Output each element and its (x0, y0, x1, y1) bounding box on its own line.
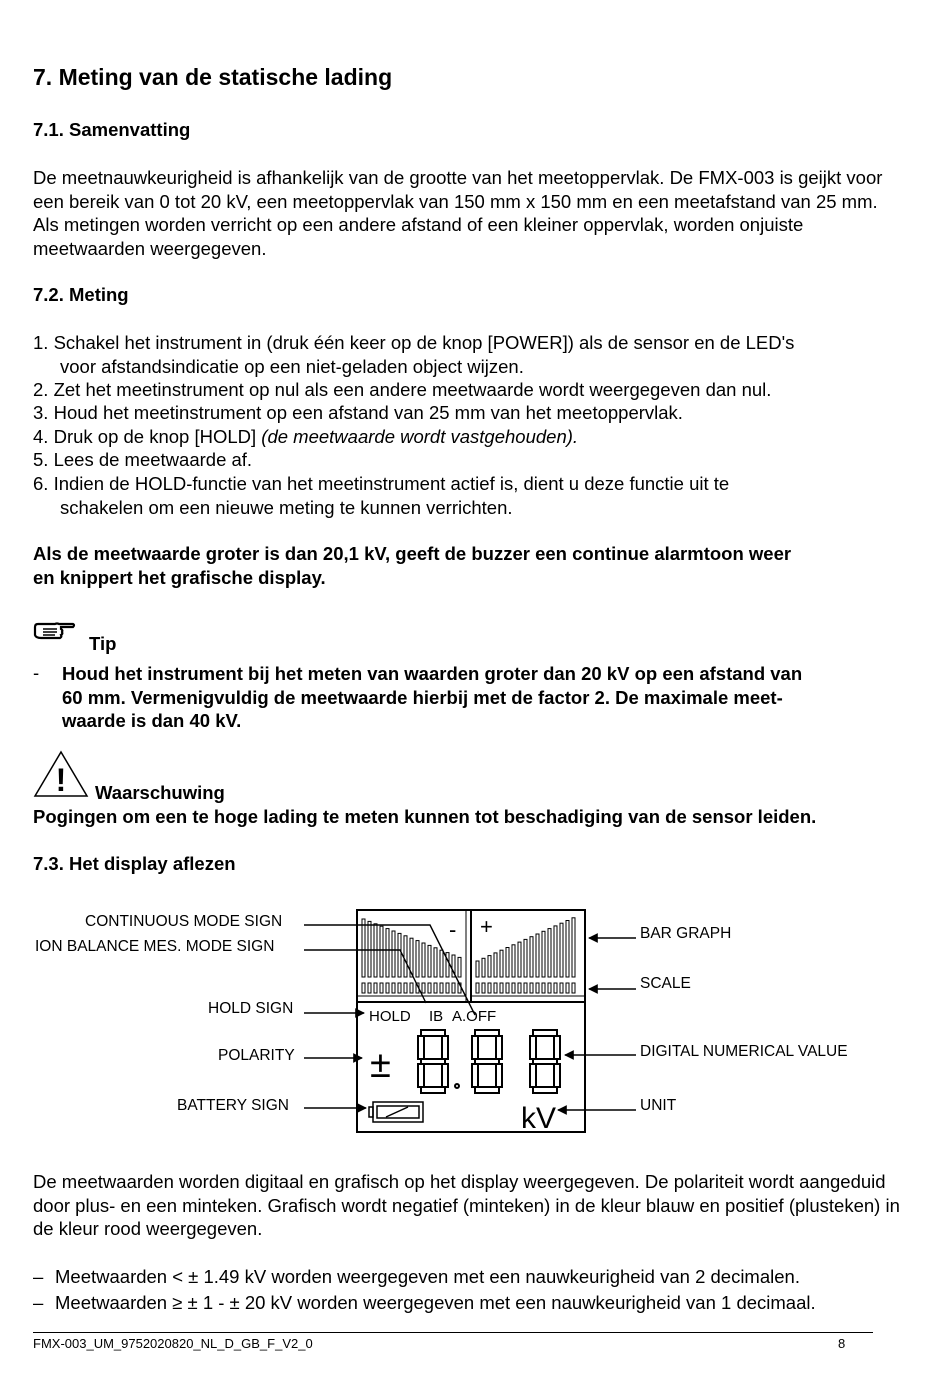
lcd-segment (566, 983, 569, 993)
footer-page-number: 8 (838, 1336, 846, 1351)
lcd-segment (524, 939, 527, 977)
lcd-segment (530, 983, 533, 993)
warning-triangle-icon (33, 750, 89, 798)
tip-text (62, 662, 802, 733)
lcd-segment (482, 958, 485, 977)
lcd-segment (434, 983, 437, 993)
summary-paragraph: De meetnauwkeurigheid is afhankelijk van de grootte van het meetoppervlak. De FMX-003 is geijkt voor een bereik van 0 tot 20 kV, een meetoppervlak van 150 mm x 150 mm en een meetafstand van 25 mm. Als metingen worden verricht op een andere afstand of een kleiner oppervlak, worden onjuiste meetwaarden weergegeven. (33, 167, 883, 259)
lcd-segment (488, 956, 491, 977)
step-text-continued: schakelen om een nieuwe meting te kunnen verrichten. (60, 496, 513, 518)
lcd-segment (542, 983, 545, 993)
tip-line: Houd het instrument bij het meten van waarden groter dan 20 kV op een afstand van (62, 663, 803, 684)
display-paragraph: De meetwaarden worden digitaal en grafisch op het display weergegeven. De polariteit wordt aangeduid door plus- en een minteken. Grafisch wordt negatief (minteken) in de kleur blauw en positief (plusteken) in de kleur rood weergegeven. (33, 1171, 900, 1239)
lcd-plus-sign: + (480, 914, 493, 939)
lcd-segment (572, 918, 575, 977)
lcd-digits (418, 1030, 560, 1093)
scale-negative (362, 983, 461, 993)
tip-dash: - (33, 662, 40, 683)
lcd-segment (422, 943, 425, 977)
lcd-segment (482, 983, 485, 993)
lcd-segment (476, 961, 479, 977)
list-item (33, 401, 913, 425)
lcd-aoff-text: A.OFF (452, 1008, 497, 1025)
list-item (33, 1292, 816, 1314)
lcd-segment (452, 983, 455, 993)
lcd-segment (368, 921, 371, 977)
lcd-segment (500, 983, 503, 993)
alarm-note-line1: Als de meetwaarde groter is dan 20,1 kV, geeft de buzzer een continue alarmtoon weer (33, 543, 792, 564)
lcd-hold-text: HOLD (369, 1008, 411, 1025)
label-digital-value: DIGITAL NUMERICAL VALUE (640, 1043, 848, 1060)
section-title-summary: 7.1. Samenvatting (33, 119, 191, 140)
lcd-segment (560, 983, 563, 993)
lcd-segment (488, 983, 491, 993)
lcd-segment (536, 983, 539, 993)
lcd-segment (446, 983, 449, 993)
lcd-segment (416, 941, 419, 977)
lcd-segment (542, 931, 545, 977)
lcd-segment (374, 983, 377, 993)
list-item (33, 472, 913, 519)
warning-symbol: ! (55, 762, 67, 798)
list-item (33, 448, 913, 472)
label-unit: UNIT (640, 1097, 677, 1114)
lcd-segment (404, 983, 407, 993)
lcd-display-diagram (300, 905, 640, 1140)
section-title-display: 7.3. Het display aflezen (33, 853, 236, 874)
lcd-segment (362, 983, 365, 993)
lcd-unit-text: kV (521, 1102, 557, 1135)
lcd-segment (386, 983, 389, 993)
lcd-decimal-point (455, 1084, 459, 1088)
step-number: 5. (33, 449, 49, 470)
step-text: Houd het meetinstrument op een afstand van 25 mm van het meetoppervlak. (53, 402, 683, 423)
warning-title: Waarschuwing (95, 782, 225, 803)
lcd-segment (368, 983, 371, 993)
lcd-segment (554, 983, 557, 993)
step-text: Druk op de knop [HOLD] (53, 426, 262, 447)
step-number: 6. (33, 473, 49, 494)
lcd-segment (506, 948, 509, 978)
step-text-continued: voor afstandsindicatie op een niet-geladen object wijzen. (60, 355, 524, 377)
lcd-segment (380, 926, 383, 977)
step-number: 3. (33, 402, 49, 423)
lcd-segment (440, 950, 443, 977)
tip-title: Tip (89, 633, 117, 654)
step-text: Schakel het instrument in (druk één keer op de knop [POWER]) als de sensor en de LED's (53, 332, 795, 353)
lcd-segment (524, 983, 527, 993)
tip-line: 60 mm. Vermenigvuldig de meetwaarde hierbij met de factor 2. De maximale meet- (62, 686, 783, 708)
bar-graph-negative (362, 919, 461, 977)
list-item (33, 425, 913, 449)
lcd-segment (506, 983, 509, 993)
lcd-segment (458, 957, 461, 977)
step-number: 1. (33, 332, 49, 353)
lcd-segment (494, 953, 497, 977)
step-number: 4. (33, 426, 49, 447)
page-heading: 7. Meting van de statische lading (33, 64, 393, 90)
label-battery-sign: BATTERY SIGN (177, 1097, 289, 1114)
label-continuous-mode: CONTINUOUS MODE SIGN (85, 913, 283, 930)
lcd-segment (500, 950, 503, 977)
lcd-segment (440, 983, 443, 993)
lcd-digit (418, 1030, 448, 1093)
lcd-segment (560, 923, 563, 977)
step-number: 2. (33, 379, 49, 400)
warning-text: Pogingen om een te hoge lading te meten kunnen tot beschadiging van de sensor leiden. (33, 806, 817, 827)
battery-icon (369, 1102, 423, 1122)
lcd-segment (404, 936, 407, 977)
lcd-segment (512, 983, 515, 993)
step-text: Zet het meetinstrument op nul als een andere meetwaarde wordt weergegeven dan nul. (53, 379, 772, 400)
label-ion-balance: ION BALANCE MES. MODE SIGN (35, 938, 275, 955)
label-hold-sign: HOLD SIGN (208, 1000, 294, 1017)
list-item (33, 378, 913, 402)
lcd-minus-sign: - (449, 917, 457, 942)
lcd-segment (494, 983, 497, 993)
footer-doc-id: FMX-003_UM_9752020820_NL_D_GB_F_V2_0 (33, 1336, 313, 1351)
lcd-segment (392, 931, 395, 977)
bullet-dash: – (33, 1266, 44, 1287)
lcd-segment (446, 953, 449, 977)
lcd-segment (410, 983, 413, 993)
lcd-segment (530, 937, 533, 977)
bullet-dash: – (33, 1292, 44, 1313)
lcd-polarity-sign: ± (370, 1044, 391, 1086)
label-scale: SCALE (640, 975, 691, 992)
lcd-segment (548, 929, 551, 977)
step-italic-note: (de meetwaarde wordt vastgehouden). (261, 426, 579, 447)
section-title-measurement: 7.2. Meting (33, 284, 129, 305)
lcd-segment (536, 934, 539, 977)
lcd-segment (434, 948, 437, 977)
lcd-segment (476, 983, 479, 993)
tip-line: waarde is dan 40 kV. (62, 710, 242, 731)
label-polarity: POLARITY (218, 1047, 295, 1064)
lcd-segment (548, 983, 551, 993)
list-item (33, 331, 913, 378)
lcd-segment (512, 945, 515, 977)
label-bar-graph: BAR GRAPH (640, 925, 732, 942)
scale-positive (476, 983, 575, 993)
lcd-segment (428, 945, 431, 977)
lcd-segment (566, 921, 569, 978)
lcd-segment (428, 983, 431, 993)
lcd-segment (518, 942, 521, 977)
step-text: Indien de HOLD-functie van het meetinstrument actief is, dient u deze functie uit te (53, 473, 730, 494)
lcd-segment (398, 933, 401, 977)
lcd-segment (362, 919, 365, 977)
lcd-segment (380, 983, 383, 993)
lcd-digit (530, 1030, 560, 1093)
bullet-text: Meetwaarden < ± 1.49 kV worden weergegeven met een nauwkeurigheid van 2 decimalen. (55, 1266, 800, 1287)
lcd-segment (398, 983, 401, 993)
lcd-segment (572, 983, 575, 993)
step-text: Lees de meetwaarde af. (53, 449, 253, 470)
lcd-segment (422, 983, 425, 993)
pointing-hand-icon (33, 621, 77, 643)
lcd-segment (392, 983, 395, 993)
lcd-segment (386, 929, 389, 977)
lcd-digit (472, 1030, 502, 1093)
lcd-ib-text: IB (429, 1008, 444, 1025)
footer-rule (33, 1332, 873, 1333)
list-item (33, 1266, 800, 1288)
alarm-note-line2: en knippert het grafische display. (33, 567, 326, 588)
bullet-text: Meetwaarden ≥ ± 1 - ± 20 kV worden weergegeven met een nauwkeurigheid van 1 decimaal. (55, 1292, 816, 1313)
lcd-segment (518, 983, 521, 993)
lcd-segment (554, 926, 557, 977)
